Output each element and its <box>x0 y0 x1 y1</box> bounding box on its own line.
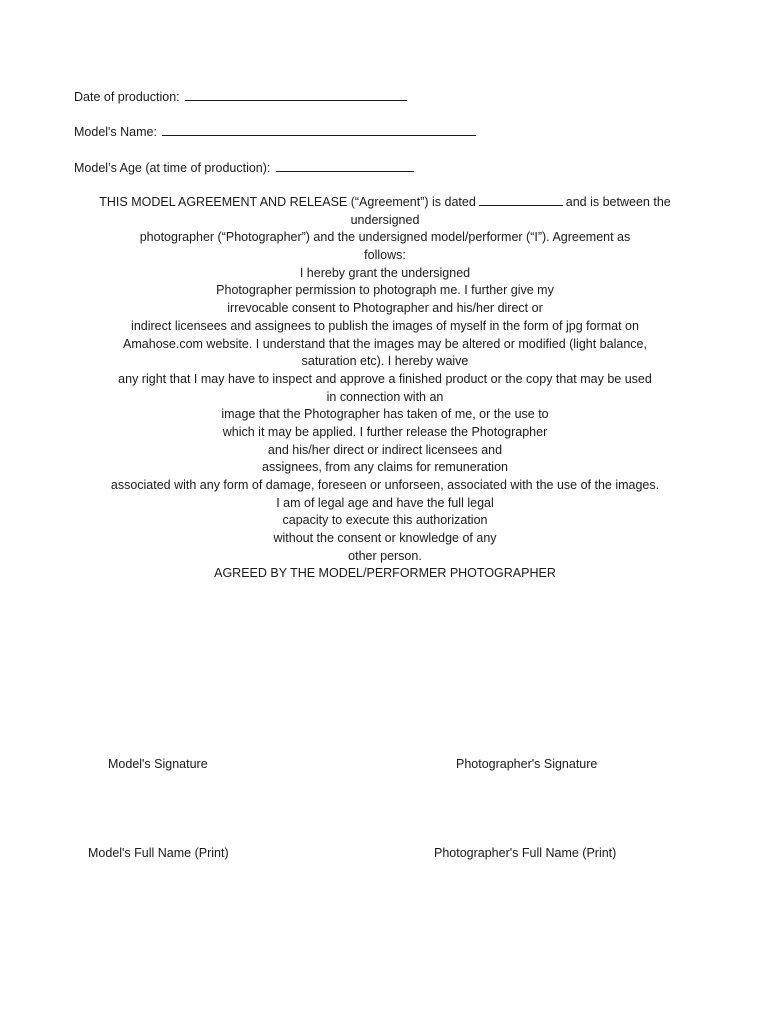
model-name-label: Model's Name: <box>74 125 157 139</box>
model-signature-label: Model's Signature <box>108 757 208 771</box>
photographer-signature-label: Photographer's Signature <box>456 757 598 771</box>
agreement-line: which it may be applied. I further release the Photographer <box>222 424 548 439</box>
agreement-line: capacity to execute this authorization <box>282 513 488 528</box>
agreement-line: photographer (“Photographer”) and the undersigned model/performer (“I”). Agreement as <box>139 230 631 245</box>
agreement-between-text: and is between the <box>565 195 671 209</box>
model-name-blank[interactable] <box>162 123 476 136</box>
agreement-line: associated with any form of damage, foreseen or unforseen, associated with the use of the images. <box>110 478 660 492</box>
agreement-body <box>0 194 770 583</box>
agreement-line: and his/her direct or indirect licensees and <box>267 442 503 457</box>
agreement-line: follows: <box>364 248 406 263</box>
agreement-line: indirect licensees and assignees to publish the images of myself in the form of jpg format on <box>131 318 639 333</box>
agreement-date-blank[interactable] <box>479 194 563 206</box>
agreed-heading: AGREED BY THE MODEL/PERFORMER PHOTOGRAPHER <box>214 566 556 581</box>
model-age-blank[interactable] <box>276 159 414 172</box>
date-of-production-blank[interactable] <box>185 88 407 101</box>
agreement-first-line <box>0 194 770 212</box>
agreement-line: without the consent or knowledge of any <box>273 531 497 546</box>
model-age-field <box>74 159 414 176</box>
agreement-line: Amahose.com website. I understand that the images may be altered or modified (light balance, <box>123 336 647 351</box>
date-of-production-label: Date of production: <box>74 90 180 104</box>
agreement-line: I am of legal age and have the full legal <box>276 495 494 510</box>
agreement-line: any right that I may have to inspect and approve a finished product or the copy that may be used <box>118 371 652 386</box>
date-of-production-field <box>74 88 407 105</box>
agreement-line: undersigned <box>350 212 420 227</box>
agreement-line: Photographer permission to photograph me. I further give my <box>216 283 554 298</box>
photographer-full-name-label: Photographer's Full Name (Print) <box>434 846 617 860</box>
model-full-name-label: Model's Full Name (Print) <box>88 846 229 860</box>
agreement-line: assignees, from any claims for remuneration <box>262 460 508 475</box>
agreement-line: irrevocable consent to Photographer and his/her direct or <box>227 301 543 316</box>
agreement-line: I hereby grant the undersigned <box>299 265 471 280</box>
agreement-line: in connection with an <box>326 389 444 404</box>
model-name-field <box>74 123 476 140</box>
agreement-line: saturation etc). I hereby waive <box>301 354 469 369</box>
agreement-line: other person. <box>348 548 422 563</box>
model-age-label: Model’s Age (at time of production): <box>74 161 271 175</box>
agreement-line: image that the Photographer has taken of me, or the use to <box>221 407 549 422</box>
agreement-title-text: THIS MODEL AGREEMENT AND RELEASE (“Agreement”) is dated <box>99 195 476 209</box>
